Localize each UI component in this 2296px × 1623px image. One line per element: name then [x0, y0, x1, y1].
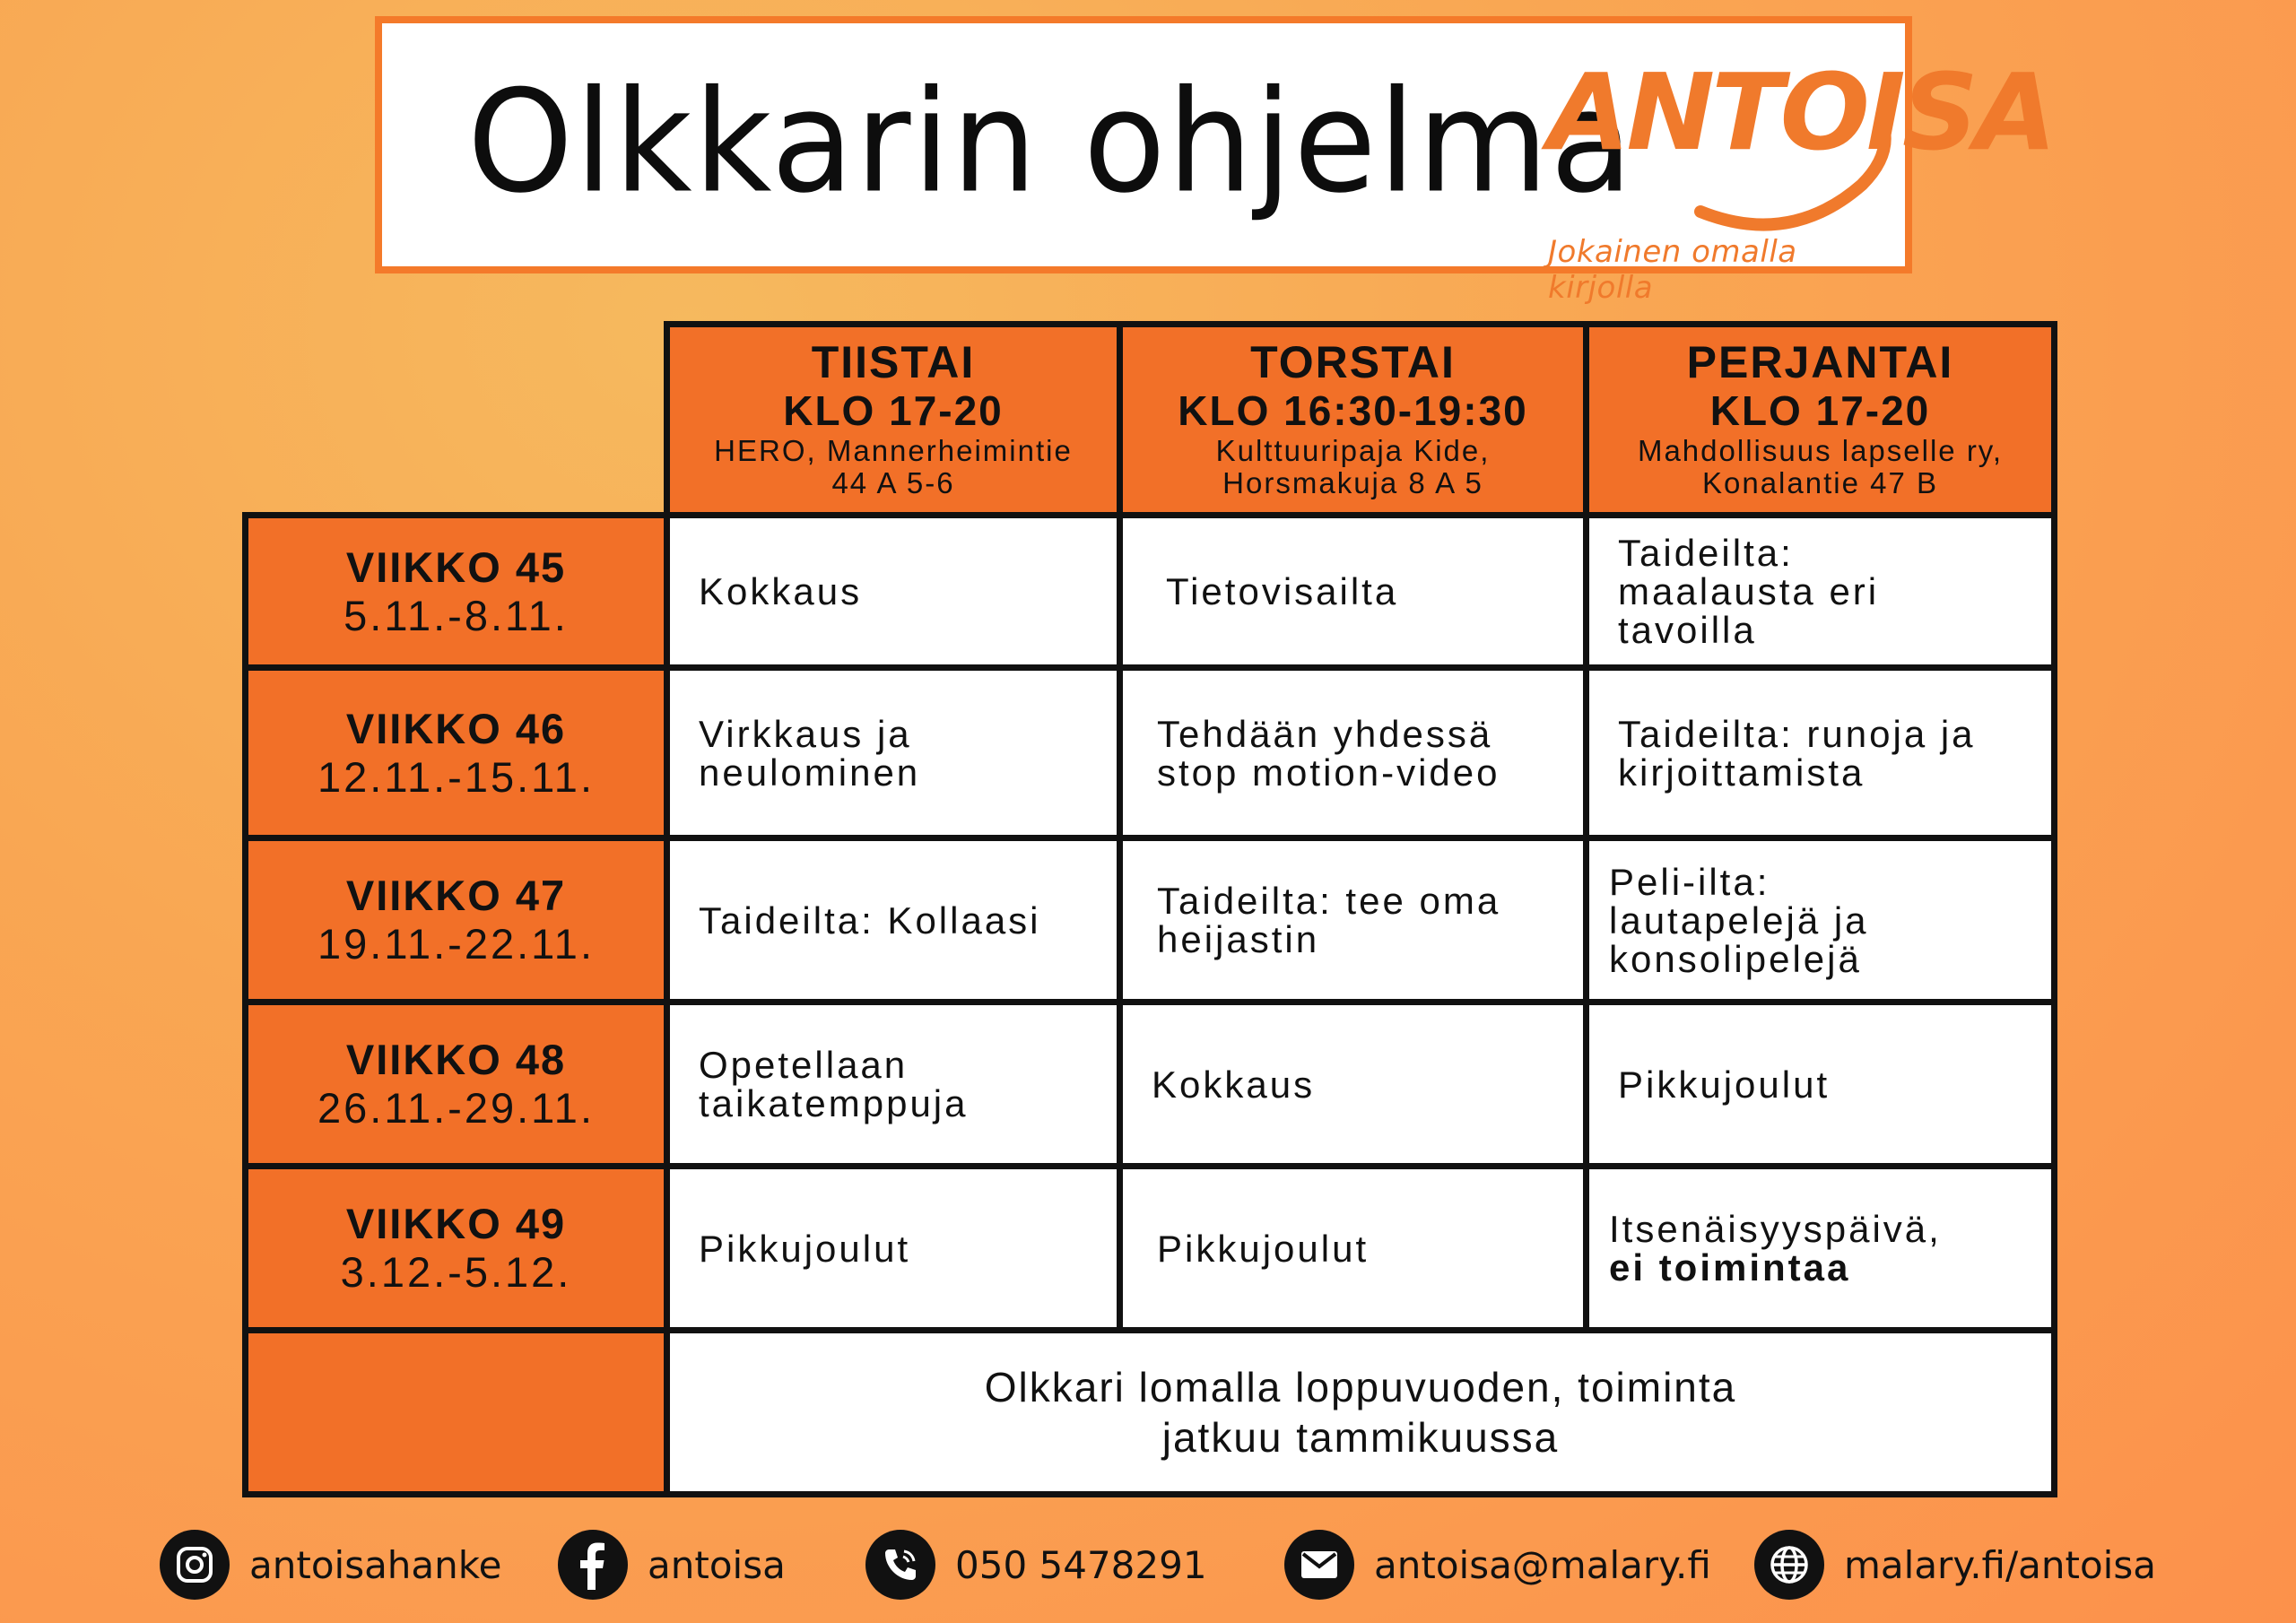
note-row-header	[242, 1327, 670, 1497]
activity-line: Kokkaus	[1152, 1063, 1316, 1106]
email-icon	[1284, 1530, 1354, 1600]
activity-cell	[664, 664, 1123, 841]
day-header-friday	[1583, 321, 2057, 518]
activity-cell	[1583, 835, 2057, 1005]
instagram-handle[interactable]: antoisahanke	[249, 1542, 502, 1587]
activity-cell	[1117, 664, 1589, 841]
day-time: KLO 17-20	[1709, 387, 1931, 434]
logo-swirl-icon	[1683, 77, 1898, 239]
week-name: VIIKKO 46	[345, 704, 567, 752]
schedule-table	[242, 321, 2057, 1497]
week-name: VIIKKO 48	[345, 1036, 567, 1083]
activity-line: Pikkujoulut	[1157, 1227, 1370, 1270]
activity-line: lautapelejä ja	[1609, 898, 1869, 942]
activity-line-bold: ei toimintaa	[1609, 1246, 1851, 1289]
activity-cell	[664, 835, 1123, 1005]
activity-line: Pikkujoulut	[1618, 1063, 1831, 1106]
day-place: 44 A 5-6	[831, 466, 955, 499]
contact-website[interactable]	[1754, 1520, 2156, 1610]
week-name: VIIKKO 49	[345, 1200, 567, 1247]
week-header-47	[242, 835, 670, 1005]
activity-line: kirjoittamista	[1618, 751, 1866, 794]
note-line: jatkuu tammikuussa	[1161, 1414, 1560, 1461]
activity-line: Peli-ilta:	[1609, 860, 1770, 903]
week-dates: 19.11.-22.11.	[317, 920, 596, 968]
activity-line: Opetellaan	[699, 1044, 909, 1086]
week-header-48	[242, 999, 670, 1169]
contact-phone[interactable]	[865, 1520, 1207, 1610]
activity-line: maalausta eri	[1618, 570, 1880, 612]
phone-icon	[865, 1530, 935, 1600]
holiday-note	[664, 1327, 2057, 1497]
day-header-tuesday	[664, 321, 1123, 518]
day-time: KLO 16:30-19:30	[1178, 387, 1528, 434]
contact-instagram[interactable]	[160, 1520, 501, 1610]
day-name: TORSTAI	[1250, 337, 1456, 387]
activity-line: Taideilta: runoja ja	[1618, 712, 1976, 755]
activity-cell	[1583, 664, 2057, 841]
activity-cell	[1583, 999, 2057, 1169]
activity-cell	[1117, 999, 1589, 1169]
week-header-49	[242, 1163, 670, 1333]
week-dates: 12.11.-15.11.	[317, 752, 596, 801]
activity-cell	[1583, 1163, 2057, 1333]
phone-number[interactable]: 050 5478291	[955, 1542, 1207, 1587]
website-url[interactable]: malary.fi/antoisa	[1844, 1542, 2156, 1587]
facebook-handle[interactable]: antoisa	[648, 1542, 786, 1587]
logo-tagline: Jokainen omalla kirjolla	[1548, 234, 1797, 306]
activity-line: Taideilta: Kollaasi	[699, 898, 1041, 942]
day-time: KLO 17-20	[783, 387, 1004, 434]
activity-line: Virkkaus ja	[699, 712, 912, 755]
activity-line: heijastin	[1157, 918, 1320, 960]
day-place: Mahdollisuus lapselle ry,	[1637, 434, 2004, 467]
facebook-icon	[558, 1530, 628, 1600]
activity-cell	[1117, 1163, 1589, 1333]
activity-line: tavoilla	[1618, 609, 1757, 651]
activity-line: konsolipelejä	[1609, 937, 1862, 980]
week-dates: 3.12.-5.12.	[340, 1248, 572, 1296]
day-place: Kulttuuripaja Kide,	[1215, 434, 1491, 467]
activity-cell	[1117, 512, 1589, 671]
contact-facebook[interactable]	[558, 1520, 786, 1610]
activity-line: Tietovisailta	[1166, 570, 1399, 612]
activity-cell	[664, 999, 1123, 1169]
header-banner	[375, 16, 2054, 306]
activity-line: Kokkaus	[699, 570, 863, 612]
activity-line: Taideilta: tee oma	[1157, 880, 1501, 922]
week-dates: 5.11.-8.11.	[344, 591, 569, 639]
activity-line: Itsenäisyyspäivä,	[1609, 1208, 1942, 1250]
day-place: Horsmakuja 8 A 5	[1222, 466, 1483, 499]
activity-line: taikatemppuja	[699, 1082, 969, 1124]
logo-wordmark: ANTOISA	[1548, 50, 2054, 174]
activity-cell	[1117, 835, 1589, 1005]
page-title: Olkkarin ohjelma	[467, 60, 1635, 225]
week-header-45	[242, 512, 670, 671]
week-name: VIIKKO 47	[345, 872, 567, 919]
activity-line: neulominen	[699, 751, 921, 794]
activity-cell	[1583, 512, 2057, 671]
day-name: PERJANTAI	[1686, 337, 1954, 387]
contact-footer	[0, 1520, 2296, 1610]
activity-line: stop motion-video	[1157, 751, 1500, 794]
antoisa-logo	[1548, 50, 2054, 306]
day-place: Konalantie 47 B	[1701, 466, 1938, 499]
day-name: TIISTAI	[811, 337, 976, 387]
instagram-icon	[160, 1530, 230, 1600]
contact-email[interactable]	[1284, 1520, 1711, 1610]
activity-cell	[664, 1163, 1123, 1333]
email-address[interactable]: antoisa@malary.fi	[1374, 1542, 1711, 1587]
globe-icon	[1754, 1530, 1824, 1600]
week-dates: 26.11.-29.11.	[317, 1084, 596, 1132]
activity-line: Taideilta:	[1618, 532, 1794, 574]
week-header-46	[242, 664, 670, 841]
note-line: Olkkari lomalla loppuvuoden, toiminta	[984, 1364, 1737, 1410]
day-place: HERO, Mannerheimintie	[714, 434, 1073, 467]
activity-line: Pikkujoulut	[699, 1227, 911, 1270]
activity-cell	[664, 512, 1123, 671]
week-name: VIIKKO 45	[345, 542, 567, 591]
day-header-thursday	[1117, 321, 1589, 518]
activity-line: Tehdään yhdessä	[1157, 712, 1493, 755]
